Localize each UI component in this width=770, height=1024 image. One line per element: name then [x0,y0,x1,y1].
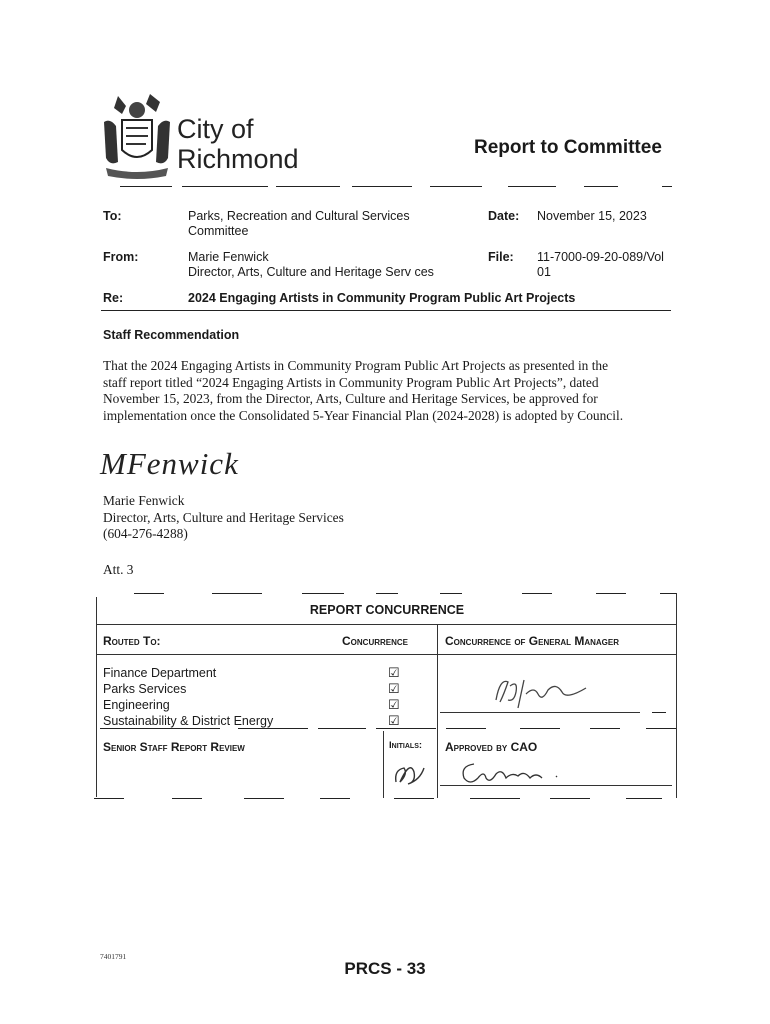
file-label: File: [488,250,514,264]
re-label: Re: [103,291,124,305]
concurrence-header: Concurrence [342,634,409,648]
gm-signature-image [490,672,600,712]
city-name-line2: Richmond [177,144,299,174]
recommendation-line4: implementation once the Consolidated 5-Year Financial Plan (2024-2028) is adopted by Council. [103,407,624,423]
checkbox-icon: ☑ [388,665,400,680]
signatory-block [103,493,344,543]
file-line1: 11-7000-09-20-089/Vol [537,250,664,264]
file-line2: 01 [537,265,551,279]
signatory-title: Director, Arts, Culture and Heritage Services [103,509,344,525]
page-label: PRCS - 33 [344,959,426,978]
date-value: November 15, 2023 [537,209,647,223]
from-line1: Marie Fenwick [188,250,269,264]
from-line2: Director, Arts, Culture and Heritage Serv ces [188,265,434,279]
city-name-line1: City of [177,114,254,144]
list-item: Finance Department [103,666,217,680]
checkbox-icon: ☑ [388,697,400,712]
approved-by-cao-header: Approved by CAO [445,740,538,754]
recommendation-line2: staff report titled “2024 Engaging Artists in Community Program Public Art Projects”, dated [103,374,599,390]
routed-to-header: Routed To: [103,634,161,648]
from-value [188,250,434,280]
to-label: To: [103,209,122,223]
date-label: Date: [488,209,520,223]
file-value [537,250,664,280]
to-line1: Parks, Recreation and Cultural Services [188,209,410,223]
list-item: Engineering [103,698,170,712]
document-title: Report to Committee [474,137,662,158]
list-item: Sustainability & District Energy [103,714,274,728]
attachments-count: Att. 3 [103,562,134,577]
city-name [177,114,299,174]
recommendation-heading: Staff Recommendation [103,328,240,342]
from-label: From: [103,250,139,264]
department-list [103,665,273,729]
list-item: Parks Services [103,682,187,696]
header-divider [101,310,671,311]
gm-concurrence-header: Concurrence of General Manager [445,634,620,648]
concurrence-checkmarks [388,665,400,729]
re-value: 2024 Engaging Artists in Community Program Public Art Projects [188,291,576,305]
checkbox-icon: ☑ [388,713,400,728]
initials-image [390,756,430,792]
recommendation-line1: That the 2024 Engaging Artists in Community Program Public Art Projects as presented in the [103,358,609,373]
recommendation-line3: November 15, 2023, from the Director, Arts, Culture and Heritage Services, be approved for [103,391,598,406]
to-value [188,209,410,239]
to-line2: Committee [188,224,249,238]
concurrence-title: REPORT CONCURRENCE [309,603,465,617]
signatory-phone: (604-276-4288) [103,526,188,541]
signatory-name: Marie Fenwick [103,493,185,508]
initials-header: Initials: [389,740,423,751]
checkbox-icon: ☑ [388,681,400,696]
document-number: 7401791 [100,952,127,961]
city-crest-logo [100,92,174,184]
senior-review-header: Senior Staff Report Review [103,740,245,754]
signature-handwritten: MFenwick [100,446,239,481]
recommendation-body [103,358,683,424]
